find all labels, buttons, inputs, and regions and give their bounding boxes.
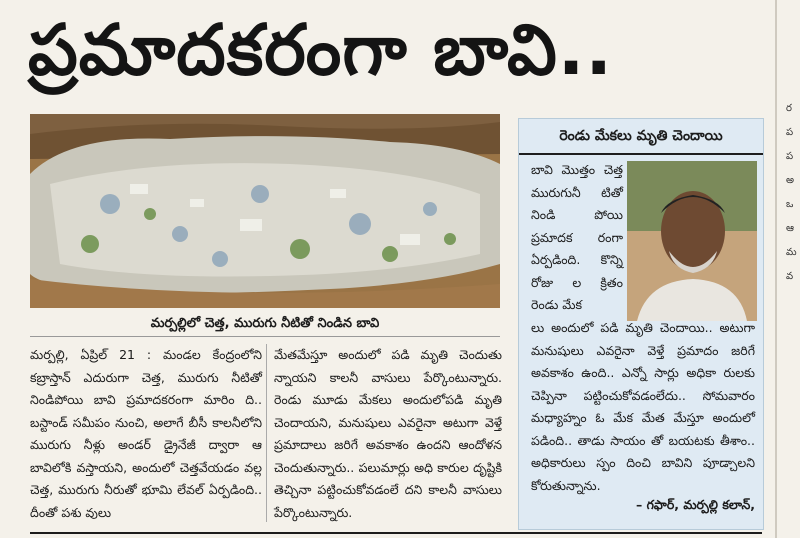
photo-caption: మర్పల్లిలో చెత్త, మురుగు నీటితో నిండిన బావి: [30, 312, 500, 337]
resident-portrait-photo: [627, 161, 757, 321]
byline: – గఫార్, మర్పల్లి కలాన్,: [636, 497, 755, 512]
article-column-divider: [266, 344, 267, 522]
edge-glyph: మ: [786, 247, 797, 258]
sidebar-box: [518, 118, 764, 530]
article-column-2: మేతమేస్తూ అందులో పడి మృతి చెందుతు న్నాయని కాలనీ వాసులు పేర్కొంటున్నారు. రెండు మూడు మేకలు అందులోపడి మృతి చెందాయని, మనుషులు ఎవరైనా అటుగా వెళ్తే ప్రమాదాలు జరిగే అవకాశం ఉందని ఆందోళన చెందుతున్నారు.. పలుమార్లు అధి కారుల దృష్టికి తెచ్చినా పట్టించుకోవడంలే దని కాలనీ వాసులు పేర్కొంటున్నారు.: [274, 347, 502, 520]
headline: ప్రమాదకరంగా బావి..: [28, 9, 613, 91]
edge-glyph: ఆ: [786, 223, 794, 234]
edge-glyph: ప: [786, 127, 794, 138]
sidebar-text-narrow: బావి మొత్తం చెత్త మురుగునీ టితో నిండి పోయి ప్రమాదక రంగా ఏర్పడింది. కొన్ని రోజు ల క్రితం రెండు మేక: [531, 162, 623, 312]
edge-glyph: ఒ: [786, 199, 794, 210]
article-column-1: మర్పల్లి, ఏప్రిల్ 21 : మండల కేంద్రంలోని కబ్రాస్తాన్ ఎదురుగా చెత్త, మురుగు నీటితో నిండిపోయి బావి ప్రమాదకరంగా మారిం ది.. బస్టాండ్ సమీపం నుంచి, అలాగే బీసీ కాలనీలోని మురుగు నీళ్లు అండర్ డ్రైనేజీ ద్వారా ఆ బావిలోకి వస్తాయని, అందులో చెత్తవేయడం వల్ల చెత్త, మురుగు నీరుతో భూమి లేవల్ ఏర్పడింది.. దీంతో పశు వులు: [30, 347, 262, 520]
edge-glyph: అ: [786, 175, 794, 186]
sidebar-title: రెండు మేకలు మృతి చెందాయి: [519, 119, 763, 155]
edge-glyph: ప: [786, 151, 794, 162]
edge-glyph: ర: [786, 103, 792, 114]
edge-glyph: వ: [786, 271, 794, 282]
bottom-rule: [30, 532, 762, 534]
column-divider: [775, 0, 777, 538]
sidebar-text-wide: లు అందులో పడి మృతి చెందాయి.. అటుగా మనుషులు ఎవరైనా వెళ్తే ప్రమాదం జరిగే అవకాశం ఉంది.. ఎన్నో సార్లు అధికా రులకు చెప్పినా పట్టించుకోవడంలేదు.. సోమవారం మధ్యాహ్నం ఓ మేక మేత మేస్తూ అందులో పడింది.. తాడు సాయం తో బయటకు తీశాం.. అధికారులు స్పం దించి బావిని పూడ్చాలని కోరుతున్నాను.: [531, 320, 755, 493]
well-garbage-photo: [30, 114, 500, 308]
